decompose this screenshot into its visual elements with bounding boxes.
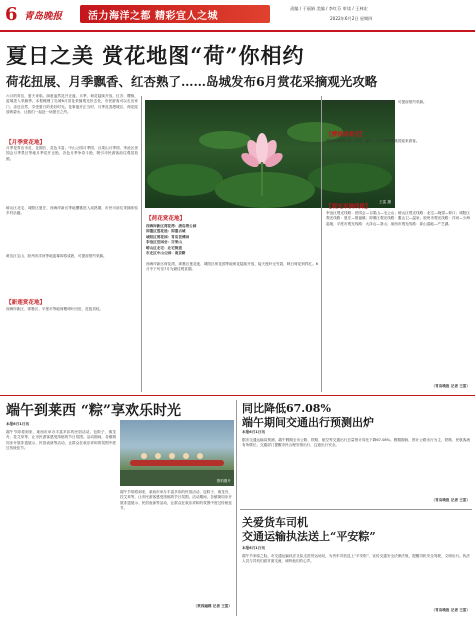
section-text-lotus: 西海岸新区荷花湾、即墨区莲花池、城阳区荷花园等地荷花陆续开放，接天莲叶无穷碧，映日荷花别样红。6月中下旬至7月为最佳观赏期。 (146, 262, 318, 272)
story-safety-text: 端午节来临之际，市交通运输执法支队走进货运场站，为货车司机送上“平安粽”，宣传交通安全法律法规，提醒司机安全驾驶、文明出行。执法人员与司机们面对面交流，倾听他们的心声。 (242, 554, 470, 564)
section-text-rose: 月季是青岛市花，花期长、花色丰富。中山公园月季园、百果山月季园、李沧区世园会月季景区等地月季花开正艳，各色月季争奇斗艳，吸引市民游客前往观赏拍照。 (6, 146, 138, 161)
section-title-newlotus: 【新莲赏花地】 (6, 300, 46, 306)
issue-date: 2022年6月2日 星期四 (330, 16, 373, 21)
section-title-lotus: 【荷花赏花地】 (146, 216, 186, 222)
story-transport-subtitle: 端午期间交通出行预测出炉 (242, 416, 374, 429)
column-divider (321, 96, 322, 392)
story-safety-subtitle: 交通运输执法送上“平安粽” (242, 530, 376, 543)
venue-item: 即墨区莲花池：即墨古城 (146, 229, 186, 234)
masthead (0, 0, 475, 36)
paper-name: 青岛晚报 (24, 11, 63, 22)
story-safety-dateline: 本报6月1日讯 (242, 546, 265, 550)
section-title-cherry-park: 【樱桃园观光】 (326, 132, 366, 138)
venue-item: 城阳区荷花园：青岛世博园 (146, 234, 190, 239)
story-dragonboat-text: 端午节即将到来，莱西市举办丰富多彩的民俗活动，包粽子、赛龙舟、挂艾草等，让市民游客感受浓郁的节日氛围。活动期间，各镇街同步开展非遗展示、民俗表演等活动，让群众在欢乐祥和的氛围中度过传统佳节。 (6, 430, 116, 451)
story-transport-text: 据市交通运输局预测，端午假期全市公路、铁路、航空等交通出行总量预计同比下降67.08%。假期期间，预计公路出行为主，铁路、民航客流有所增长。交通部门提醒市民合理安排出行，注意出行安全。 (242, 438, 470, 448)
lead-footer: （青岛晚报 记者 王雷） (431, 384, 470, 388)
story-transport-footer: （青岛晚报 记者 王雷） (431, 498, 470, 502)
column-divider (236, 400, 237, 616)
lotus-photo-credit: 王雷 摄 (379, 200, 391, 204)
venue-item: 崂山区北宅：北宅街道 (146, 245, 182, 250)
section-rule (0, 395, 475, 396)
lead-subheadline: 荷花扭展、月季飘香、红杏熟了……岛城发布6月赏花采摘观光攻略 (6, 74, 378, 89)
story-safety-title: 关爱货车司机 (242, 516, 308, 529)
section-text-routes: 李沧区观光线路：世园会—百果山—毛公山；崂山区观光线路：北宅—晓望—仰口；城阳区观光线路：夏庄—惜福镇；即墨区观光线路：鳌山卫—温泉；胶州市观光线路：洋河—少海湿地；平度市观光线路：大泽山—茶山；莱西市观光线路：姜山湿地—产芝湖。 (326, 211, 470, 226)
story-dragonboat-dateline: 本报6月1日讯 (6, 422, 29, 426)
section-text-blueberry: 黄岛区宝山、胶州市洋河等地蓝莓即将成熟，可提前预约采摘。 (6, 254, 107, 258)
story-transport-dateline: 本报6月1日讯 (242, 430, 265, 434)
venue-item: 西海岸新区荷花湾：唐岛湾公园 (146, 224, 197, 228)
dragonboat-photo-credit: 资料图片 (216, 479, 231, 483)
section-text-cherry-park: 樱桃采摘季已到，北宅、夏庄、王台等地樱桃园迎来游客。 (326, 139, 420, 143)
section-banner (80, 5, 270, 23)
story-dragonboat-footer: （莱西融媒 记者 王雷） (193, 604, 232, 608)
section-title-rose: 【月季赏花地】 (6, 140, 46, 146)
venue-item: 李沧区世园会：百果山 (146, 240, 182, 245)
editors-line: 责编 / 于丽娟 美编 / 李红芬 审读 / 王林宏 (290, 6, 368, 11)
dragonboat-photo-art (120, 420, 234, 486)
banner-text: 活力海洋之都 精彩宜人之城 (88, 11, 218, 22)
story-rule (240, 509, 472, 510)
story-safety-footer: （青岛晚报 记者 王雷） (431, 608, 470, 612)
story-dragonboat-text-cont: 端午节即将到来，莱西市举办丰富多彩的民俗活动，包粽子、赛龙舟、挂艾草等，让市民游客感受浓郁的节日氛围。活动期间，各镇街同步开展非遗展示、民俗表演等活动，让群众在欢乐祥和的氛围中度过传统佳节。 (120, 490, 232, 511)
story-dragonboat-title: 端午到莱西 “粽”享欢乐时光 (6, 403, 181, 419)
section-title-routes: 【观光采摘线路】 (326, 204, 371, 210)
section-text-cherry: 崂山区北宅、城阳区夏庄、西海岸新区等地樱桃进入成熟期，市民可前往采摘体验乡村乐趣。 (6, 206, 138, 216)
lead-intro: 六月的青岛，夏天来临，绿意盎然花开正盛，月季、荷花陆续开放，红杏、樱桃、蓝莓进入采摘季。本报梳理了岛城6月赏花采摘观光好去处，市民游客可以走出家门，亲近自然，享受夏日的美好时光。花事盛开正当时，月季花香漫城区，荷花绽放映碧水，让我们一起赴一场夏日之约。 (6, 94, 138, 115)
lead-headline: 夏日之美 赏花地图“荷”你相约 (6, 43, 305, 68)
page-number: 6 (5, 4, 18, 25)
dragonboat-photo (120, 420, 234, 486)
right-intro-text: 黄岛区宝山、胶州市洋河等地蓝莓即将成熟，可提前预约采摘。 (326, 100, 427, 104)
column-divider (141, 96, 142, 392)
venue-list (146, 224, 318, 256)
section-text-newlotus: 西海岸新区、即墨区、平度市等地荷塘荷叶田田，花苞初绽。 (6, 307, 104, 311)
venue-item: 市北区中山公园：南京路 (146, 251, 186, 256)
header-rule (0, 30, 475, 32)
story-transport-title: 同比降低67.08% (242, 402, 331, 415)
